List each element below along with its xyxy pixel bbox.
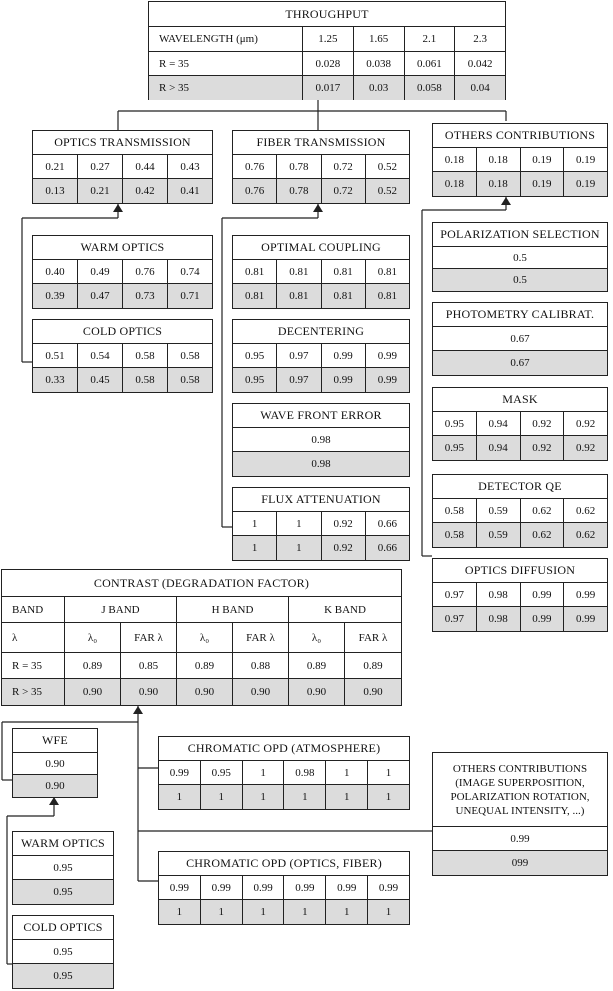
contrast-row-r-gt-35 [2, 679, 401, 705]
table-title: CONTRAST (DEGRADATION FACTOR) [2, 570, 401, 597]
cell-value: 0.99 [243, 876, 285, 899]
cell-value: 0.58 [123, 344, 168, 367]
cell-value: 0.92 [576, 442, 596, 454]
table-row [233, 260, 409, 284]
cell-value: 1 [159, 900, 201, 924]
cell-value: 0.43 [180, 160, 200, 173]
table-row [233, 452, 409, 476]
cell-value: 0.94 [477, 436, 521, 460]
table-title: WARM OPTICS [13, 832, 113, 856]
throughput-title: THROUGHPUT [149, 2, 505, 27]
cell-value: 0.72 [322, 179, 366, 203]
cell-value: 0.59 [477, 499, 521, 522]
cell-value: 0.90 [363, 686, 383, 698]
table-row [433, 148, 607, 172]
band-header: K BAND [324, 603, 366, 616]
table-row [13, 940, 113, 964]
wavelength-row [149, 27, 505, 52]
table-row [433, 523, 607, 547]
cell-value: 0.92 [322, 512, 366, 535]
cell-value: 0.95 [53, 970, 73, 982]
table-row [233, 368, 409, 392]
cell-value: 0.81 [322, 284, 366, 308]
cell-value: 0.19 [576, 153, 596, 166]
cell-value: 0.62 [576, 529, 596, 541]
cell-value: 0.21 [33, 155, 78, 178]
cell-value: 0.18 [477, 148, 521, 171]
cell-value: 0.99 [377, 349, 397, 362]
cell-value: 0.39 [33, 284, 78, 308]
cell-value: 0.18 [433, 172, 477, 196]
cell-value: 1 [277, 512, 321, 535]
cell-value: 0.98 [284, 761, 326, 784]
cell-value: 1 [284, 900, 326, 924]
cell-value: 0.21 [78, 179, 123, 203]
cell-value: 0.49 [78, 260, 123, 283]
cell-value: 0.81 [277, 284, 321, 308]
cell-value: 0.51 [33, 344, 78, 367]
cell-value: 0.89 [363, 659, 383, 672]
cell-value: 0.62 [576, 504, 596, 517]
lambda-label: λ [2, 623, 65, 652]
cell-value: 0.81 [277, 260, 321, 283]
cell-value: 0.13 [33, 179, 78, 203]
cell-value: 0.99 [521, 583, 565, 606]
table-row [13, 964, 113, 988]
lambda-header: FAR λ [358, 631, 388, 644]
table-title: FLUX ATTENUATION [233, 488, 409, 512]
cell-value: 0.92 [322, 536, 366, 560]
cell-value: 0.81 [377, 265, 397, 278]
cell-value: 0.042 [467, 57, 493, 70]
band-label: BAND [2, 597, 65, 622]
cell-value: 0.76 [233, 155, 277, 178]
table-title: CHROMATIC OPD (ATMOSPHERE) [159, 737, 409, 761]
contrast-table [1, 569, 402, 706]
table-row [33, 155, 212, 179]
lambda-header: FAR λ [121, 623, 177, 652]
cell-value: 0.62 [521, 523, 565, 547]
cell-value: 1 [326, 785, 368, 809]
table-title: OPTIMAL COUPLING [233, 236, 409, 260]
table-row [433, 499, 607, 523]
cell-value: 0.58 [433, 499, 477, 522]
optimal-coupling-table [232, 235, 410, 309]
table-title: WAVE FRONT ERROR [233, 404, 409, 428]
table-title: COLD OPTICS [33, 320, 212, 344]
cell-value: 0.99 [159, 761, 201, 784]
title-line: POLARIZATION ROTATION, [450, 790, 590, 803]
row-label: R = 35 [149, 52, 303, 75]
cell-value: 0.95 [53, 861, 73, 874]
wavelength-value: 1.65 [354, 27, 405, 51]
cell-value: 0.97 [433, 583, 477, 606]
cell-value: 0.66 [377, 517, 397, 530]
cell-value: 0.99 [576, 588, 596, 601]
title-line: UNEQUAL INTENSITY, ...) [455, 804, 585, 817]
cell-value: 0.90 [289, 679, 345, 705]
throughput-row-r35 [149, 52, 505, 76]
cell-value: 0.88 [233, 653, 289, 678]
row-label: R = 35 [2, 653, 65, 678]
fiber-transmission-table [232, 130, 410, 204]
cell-value: 0.90 [45, 757, 65, 770]
table-row [233, 284, 409, 308]
table-row [159, 785, 409, 809]
decentering-table [232, 319, 410, 393]
cell-value: 0.89 [65, 653, 121, 678]
lambda-header: λ₀ [289, 623, 345, 652]
cell-value: 0.94 [477, 412, 521, 435]
cell-value: 1 [201, 785, 243, 809]
cold-optics-table [32, 319, 213, 393]
table-row [33, 260, 212, 284]
wfe-table [12, 728, 98, 798]
cell-value: 0.78 [277, 155, 321, 178]
cell-value: 0.04 [470, 82, 490, 94]
cell-value: 0.99 [377, 374, 397, 386]
cell-value: 1 [284, 785, 326, 809]
cell-value: 0.97 [277, 344, 321, 367]
table-row [13, 856, 113, 880]
band-header: J BAND [65, 597, 177, 622]
table-row [433, 247, 607, 269]
table-row [13, 753, 97, 775]
cell-value: 0.40 [33, 260, 78, 283]
cell-value: 0.44 [123, 155, 168, 178]
warm-optics-contrast-table [12, 831, 114, 905]
polarization-selection-table [432, 222, 608, 292]
row-label: R > 35 [149, 76, 303, 100]
chromatic-opd-atmosphere-table [158, 736, 410, 810]
cell-value: 1 [326, 900, 368, 924]
table-row [33, 179, 212, 203]
cell-value: 0.99 [201, 876, 243, 899]
band-row [2, 597, 401, 623]
lambda-row [2, 623, 401, 653]
cell-value: 0.18 [433, 148, 477, 171]
cell-value: 1 [385, 766, 392, 779]
table-title: MASK [433, 388, 607, 412]
cell-value: 0.92 [521, 436, 565, 460]
mask-table [432, 387, 608, 461]
table-row [433, 436, 607, 460]
cell-value: 0.19 [521, 148, 565, 171]
table-row [233, 179, 409, 203]
table-row [33, 284, 212, 308]
cell-value: 0.58 [433, 523, 477, 547]
cell-value: 0.97 [433, 607, 477, 631]
cell-value: 0.038 [354, 52, 405, 75]
cell-value: 0.58 [180, 374, 200, 386]
cell-value: 0.90 [177, 679, 233, 705]
throughput-row-r-gt-35 [149, 76, 505, 100]
cell-value: 0.42 [123, 179, 168, 203]
others-contributions-contrast-table [432, 752, 608, 876]
table-row [159, 900, 409, 924]
table-title: DETECTOR QE [433, 475, 607, 499]
cell-value: 0.52 [377, 185, 397, 197]
cell-value: 0.5 [513, 251, 527, 264]
table-title: OPTICS DIFFUSION [433, 559, 607, 583]
cell-value: 099 [511, 857, 529, 869]
cell-value: 0.017 [303, 76, 354, 100]
cell-value: 0.99 [322, 344, 366, 367]
flux-attenuation-table [232, 487, 410, 561]
table-row [433, 851, 607, 875]
table-row [13, 775, 97, 797]
cell-value: 0.99 [159, 876, 201, 899]
detector-qe-table [432, 474, 608, 548]
cell-value: 0.95 [233, 344, 277, 367]
cell-value: 0.95 [233, 368, 277, 392]
cell-value: 0.78 [277, 179, 321, 203]
cell-value: 0.81 [233, 260, 277, 283]
cell-value: 1 [233, 536, 277, 560]
cell-value: 0.81 [233, 284, 277, 308]
cell-value: 0.95 [201, 761, 243, 784]
cell-value: 0.98 [477, 607, 521, 631]
cell-value: 0.95 [433, 436, 477, 460]
table-row [433, 327, 607, 351]
cell-value: 0.89 [289, 653, 345, 678]
table-title [433, 753, 607, 827]
table-row [233, 344, 409, 368]
photometry-calibration-table [432, 302, 608, 376]
cell-value: 0.95 [433, 412, 477, 435]
cell-value: 0.061 [405, 52, 456, 75]
cell-value: 0.99 [576, 613, 596, 625]
lambda-header: FAR λ [233, 623, 289, 652]
cell-value: 0.98 [311, 458, 331, 470]
cell-value: 1 [233, 512, 277, 535]
cell-value: 1 [243, 785, 285, 809]
cell-value: 0.73 [123, 284, 168, 308]
cell-value: 0.97 [277, 368, 321, 392]
cell-value: 0.45 [78, 368, 123, 392]
lambda-header: λ₀ [177, 623, 233, 652]
title-line: (IMAGE SUPERPOSITION, [455, 776, 585, 789]
table-row [233, 155, 409, 179]
cell-value: 0.74 [180, 265, 200, 278]
wavelength-value: 1.25 [303, 27, 354, 51]
chromatic-opd-optics-fiber-table [158, 851, 410, 925]
cell-value: 0.71 [180, 290, 200, 302]
cell-value: 1 [201, 900, 243, 924]
cell-value: 1 [243, 761, 285, 784]
throughput-table [148, 1, 506, 100]
cell-value: 0.81 [377, 290, 397, 302]
table-row [433, 827, 607, 851]
cell-value: 0.95 [53, 945, 73, 958]
cell-value: 0.99 [521, 607, 565, 631]
contrast-row-r35 [2, 653, 401, 679]
cell-value: 0.66 [377, 542, 397, 554]
table-row [13, 880, 113, 904]
cell-value: 0.59 [477, 523, 521, 547]
cell-value: 0.33 [33, 368, 78, 392]
table-title: POLARIZATION SELECTION [433, 223, 607, 247]
cell-value: 0.19 [521, 172, 565, 196]
table-title: WFE [13, 729, 97, 753]
cell-value: 0.89 [177, 653, 233, 678]
cell-value: 1 [385, 906, 392, 918]
cold-optics-contrast-table [12, 915, 114, 989]
band-header: H BAND [177, 597, 289, 622]
row-label: R > 35 [2, 679, 65, 705]
cell-value: 0.92 [521, 412, 565, 435]
wavelength-value: 2.3 [473, 33, 487, 45]
cell-value: 0.99 [322, 368, 366, 392]
cell-value: 0.98 [311, 433, 331, 446]
title-line: OTHERS CONTRIBUTIONS [452, 762, 588, 775]
table-title: COLD OPTICS [13, 916, 113, 940]
optics-diffusion-table [432, 558, 608, 632]
cell-value: 1 [277, 536, 321, 560]
table-title: CHROMATIC OPD (OPTICS, FIBER) [159, 852, 409, 876]
table-title: WARM OPTICS [33, 236, 212, 260]
cell-value: 0.54 [78, 344, 123, 367]
cell-value: 0.85 [121, 653, 177, 678]
cell-value: 0.028 [303, 52, 354, 75]
cell-value: 0.99 [284, 876, 326, 899]
table-row [233, 428, 409, 452]
table-row [433, 351, 607, 375]
lambda-header: λ₀ [65, 623, 121, 652]
cell-value: 0.92 [576, 417, 596, 430]
warm-optics-table [32, 235, 213, 309]
table-row [33, 368, 212, 392]
cell-value: 0.62 [521, 499, 565, 522]
wavefront-error-table [232, 403, 410, 477]
cell-value: 0.41 [180, 185, 200, 197]
cell-value: 0.99 [326, 876, 368, 899]
cell-value: 0.18 [477, 172, 521, 196]
cell-value: 0.90 [233, 679, 289, 705]
cell-value: 0.99 [378, 881, 399, 894]
cell-value: 0.95 [53, 886, 73, 898]
table-row [433, 583, 607, 607]
wavelength-value: 2.1 [405, 27, 456, 51]
cell-value: 1 [326, 761, 368, 784]
cell-value: 0.5 [513, 274, 527, 286]
cell-value: 0.76 [233, 179, 277, 203]
cell-value: 1 [243, 900, 285, 924]
cell-value: 0.67 [510, 332, 530, 345]
table-title: FIBER TRANSMISSION [233, 131, 409, 155]
cell-value: 0.58 [180, 349, 200, 362]
cell-value: 0.99 [510, 832, 530, 845]
table-title: DECENTERING [233, 320, 409, 344]
cell-value: 0.90 [121, 679, 177, 705]
cell-value: 0.72 [322, 155, 366, 178]
table-row [33, 344, 212, 368]
optics-transmission-table [32, 130, 213, 204]
table-row [233, 512, 409, 536]
cell-value: 0.90 [65, 679, 121, 705]
table-row [159, 761, 409, 785]
table-title: OPTICS TRANSMISSION [33, 131, 212, 155]
others-contributions-table [432, 123, 608, 197]
wavelength-label: WAVELENGTH (μm) [149, 27, 303, 51]
table-row [433, 412, 607, 436]
cell-value: 0.52 [377, 160, 397, 173]
cell-value: 0.90 [45, 780, 65, 792]
cell-value: 0.27 [78, 155, 123, 178]
cell-value: 1 [159, 785, 201, 809]
cell-value: 0.03 [354, 76, 405, 100]
table-row [233, 536, 409, 560]
cell-value: 0.58 [123, 368, 168, 392]
cell-value: 1 [385, 791, 392, 803]
cell-value: 0.058 [405, 76, 456, 100]
table-title: OTHERS CONTRIBUTIONS [433, 124, 607, 148]
table-row [433, 607, 607, 631]
cell-value: 0.81 [322, 260, 366, 283]
cell-value: 0.67 [510, 357, 530, 369]
table-row [433, 269, 607, 291]
table-row [159, 876, 409, 900]
cell-value: 0.98 [477, 583, 521, 606]
cell-value: 0.76 [123, 260, 168, 283]
table-title: PHOTOMETRY CALIBRAT. [433, 303, 607, 327]
cell-value: 0.47 [78, 284, 123, 308]
table-row [433, 172, 607, 196]
cell-value: 0.19 [576, 178, 596, 190]
